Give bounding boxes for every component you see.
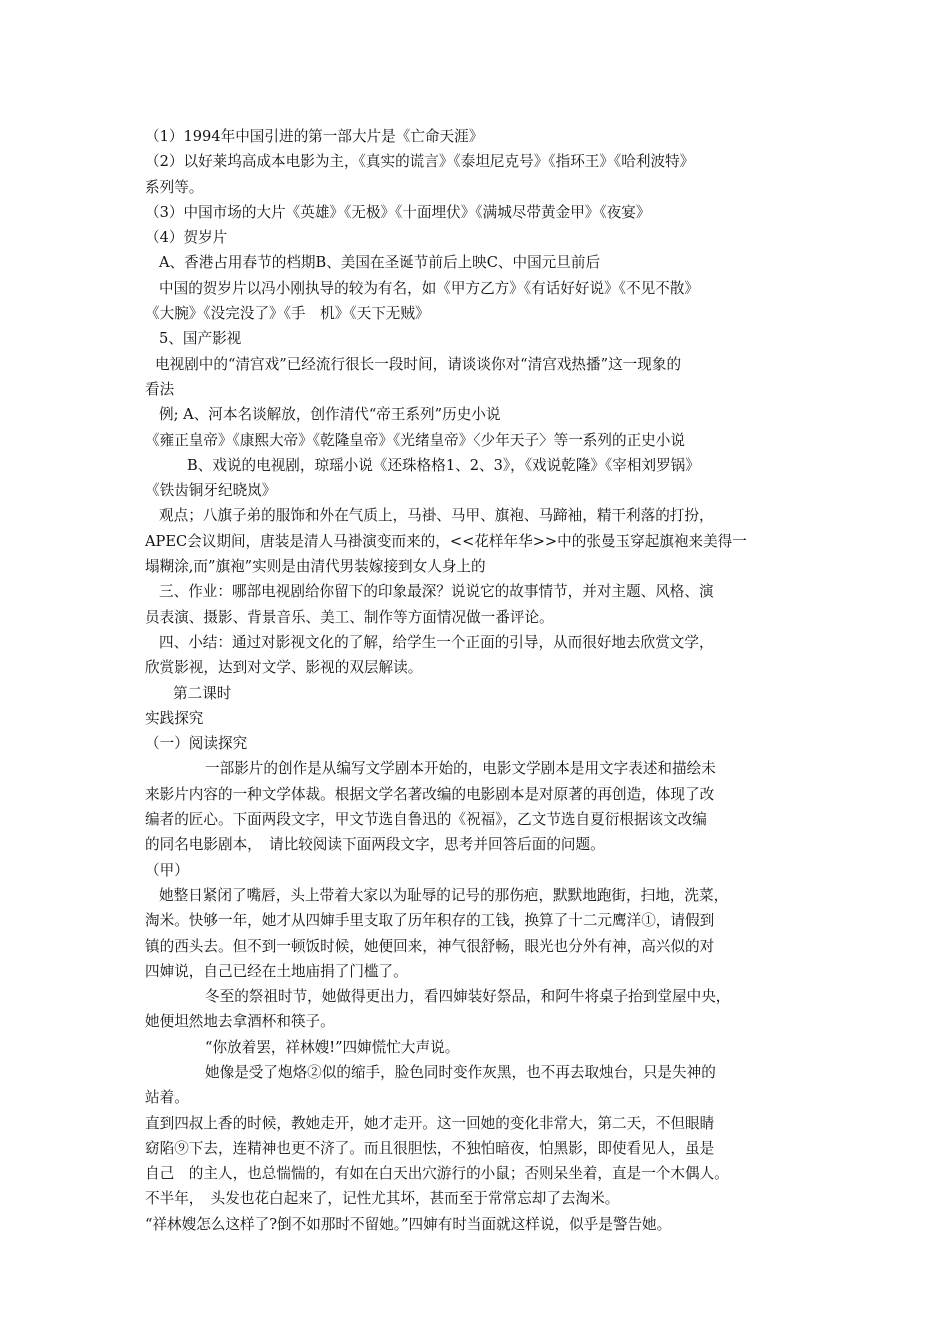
text-line: 来影片内容的一种文学体裁。根据文学名著改编的电影剧本是对原著的再创造，体现了改 — [145, 785, 715, 803]
text-line: 镇的西头去。但不到一顿饭时候，她便回来，神气很舒畅，眼光也分外有神，高兴似的对 — [145, 937, 715, 955]
section-heading: （一）阅读探究 — [145, 735, 248, 753]
text-line: 淘米。快够一年，她才从四婶手里支取了历年积存的工钱，换算了十二元鹰洋①，请假到 — [145, 912, 715, 930]
document-body — [145, 124, 810, 1237]
text-line: 四、小结：通过对影视文化的了解，给学生一个正面的引导，从而很好地去欣赏文学， — [159, 633, 714, 651]
text-line: （4）贺岁片 — [145, 229, 228, 247]
text-line: “祥林嫂怎么这样了?倒不如那时不留她。”四婶有时当面就这样说，似乎是警告她。 — [145, 1215, 672, 1233]
text-line: APEC会议期间，唐装是清人马褂演变而来的，<<花样年华>>中的张曼玉穿起旗袍来美得一 — [145, 532, 747, 550]
text-line: 《雍正皇帝》《康熙大帝》《乾隆皇帝》《光绪皇帝》〈少年天子〉等一系列的正史小说 — [145, 431, 685, 449]
text-line: 《铁齿铜牙纪晓岚》 — [145, 482, 277, 500]
text-line: 《大腕》《没完没了》《手 机》《天下无贼》 — [145, 305, 430, 323]
text-line: 员表演、摄影、背景音乐、美工、制作等方面情况做一番评论。 — [145, 608, 554, 626]
text-line: “你放着罢，祥林嫂!”四婶慌忙大声说。 — [205, 1038, 460, 1056]
text-line: 她整日紧闭了嘴唇，头上带着大家以为耻辱的记号的那伤疤，默默地跑街，扫地，洗菜， — [159, 886, 729, 904]
text-line: 中国的贺岁片以冯小刚执导的较为有名，如《甲方乙方》《有话好好说》《不见不散》 — [159, 279, 699, 297]
passage-label: （甲） — [145, 861, 189, 879]
text-line: 自己 的主人，也总惴惴的，有如在白天出穴游行的小鼠；否则呆坐着，直是一个木偶人。 — [145, 1165, 729, 1183]
text-line: 直到四叔上香的时候，教她走开，她才走开。这一回她的变化非常大，第二天，不但眼睛 — [145, 1114, 715, 1132]
text-line: 窈陷⑨下去，连精神也更不济了。而且很胆怯，不独怕暗夜，怕黑影，即使看见人，虽是 — [145, 1139, 715, 1157]
text-line: 她像是受了炮烙②似的缩手，脸色同时变作灰黑，也不再去取烛台，只是失神的 — [205, 1063, 716, 1081]
text-line: 看法 — [145, 380, 175, 398]
text-line: 一部影片的创作是从编写文学剧本开始的，电影文学剧本是用文字表述和描绘未 — [205, 760, 716, 778]
text-line: 不半年， 头发也花白起来了，记性尤其坏，甚而至于常常忘却了去淘米。 — [145, 1190, 620, 1208]
text-line: 电视剧中的“清宫戏”已经流行很长一段时间，请谈谈你对“清宫戏热播”这一现象的 — [155, 355, 682, 373]
text-line: 5、国产影视 — [159, 330, 242, 348]
text-line: 三、作业：哪部电视剧给你留下的印象最深？说说它的故事情节，并对主题、风格、演 — [159, 583, 714, 601]
text-line: 欣赏影视，达到对文学、影视的双层解读。 — [145, 659, 423, 677]
text-line: 观点；八旗子弟的服饰和外在气质上，马褂、马甲、旗袍、马蹄袖，精干利落的打扮， — [159, 507, 714, 525]
text-line: B、戏说的电视剧，琼瑶小说《还珠格格1、2、3》，《戏说乾隆》《宰相刘罗锅》 — [187, 456, 700, 474]
lesson-heading: 第二课时 — [173, 684, 232, 702]
text-line: （2）以好莱坞高成本电影为主，《真实的谎言》《泰坦尼克号》《指环王》《哈利波特》 — [145, 153, 695, 171]
text-line: 四婶说，自己已经在土地庙捐了门槛了。 — [145, 962, 408, 980]
text-line: （1）1994年中国引进的第一部大片是《亡命天涯》 — [145, 128, 484, 145]
text-line: 编者的匠心。下面两段文字，甲文节选自鲁迅的《祝福》，乙文节选自夏衍根据该文改编 — [145, 811, 707, 829]
text-line: 的同名电影剧本， 请比较阅读下面两段文字，思考并回答后面的问题。 — [145, 836, 605, 854]
text-line: 冬至的祭祖时节，她做得更出力，看四婶装好祭品，和阿牛将桌子抬到堂屋中央， — [205, 988, 731, 1006]
section-heading: 实践探究 — [145, 709, 204, 727]
text-line: 塌糊涂,而”旗袍”实则是由清代男装嫁接到女人身上的 — [145, 558, 486, 576]
text-line: A、香港占用春节的档期B、美国在圣诞节前后上映C、中国元旦前后 — [159, 254, 601, 272]
text-line: 例; A、河本名谈解放，创作清代“帝王系列”历史小说 — [159, 406, 501, 424]
text-line: （3）中国市场的大片《英雄》《无极》《十面埋伏》《满城尽带黄金甲》《夜宴》 — [145, 203, 651, 221]
text-line: 系列等。 — [145, 178, 204, 196]
text-line: 站着。 — [145, 1089, 189, 1107]
text-line: 她便坦然地去拿酒杯和筷子。 — [145, 1013, 335, 1031]
